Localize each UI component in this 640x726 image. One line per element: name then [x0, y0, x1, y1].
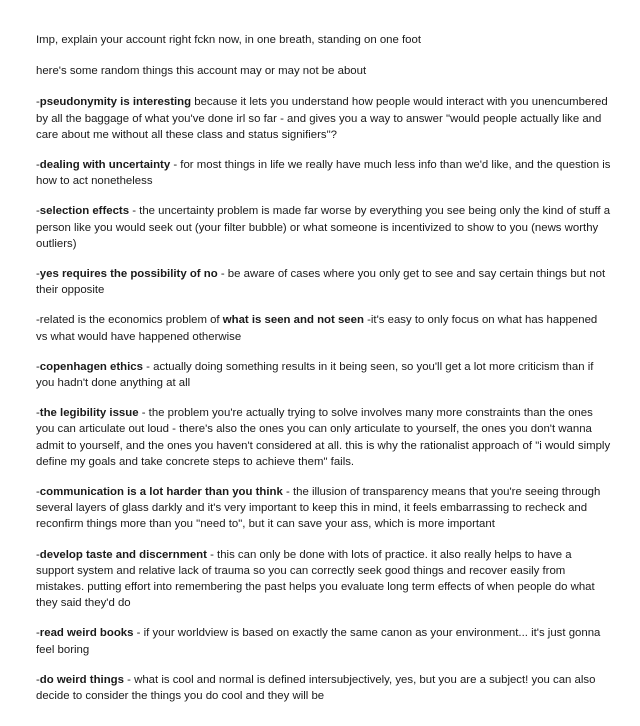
- item-text: - for most things in life we really have much less info than we'd like, and the question is how to act nonetheless: [36, 159, 611, 188]
- item-heading: pseudonymity is interesting: [39, 96, 192, 109]
- item-weird-things: [36, 672, 611, 704]
- item-text: - the problem you're actually trying to solve involves many more constraints than the ones you can articulate out loud - there's also the ones you can only articulate to yourself, the ones you don't wanna admit to yourself, and the ones you haven't considered at all. this is why the rationalist approach of "i would simply define my goals and take concrete steps to achieve them" fails.: [36, 407, 611, 468]
- item-prefix: -: [36, 673, 40, 686]
- item-uncertainty: [36, 157, 611, 189]
- item-text: - be aware of cases where you only get to see and say certain things but not their opposite: [36, 268, 606, 297]
- item-text: - the illusion of transparency means that you're seeing through several layers of glass darkly and it's very important to keep this in mind, it feels embarrassing to recheck and reconfirm things more than you "need to", but it can save your ass, which is more important: [36, 486, 601, 531]
- item-prefix: -related is the economics problem of: [36, 314, 223, 327]
- item-prefix: -: [36, 486, 40, 499]
- item-text: - actually doing something results in it being seen, so you'll get a lot more criticism than if you hadn't done anything at all: [36, 360, 594, 390]
- item-selection-effects: [36, 203, 611, 252]
- item-prefix: -: [36, 407, 40, 420]
- item-prefix: -: [36, 360, 40, 373]
- item-heading: yes requires the possibility of no: [39, 268, 218, 281]
- item-copenhagen-ethics: [36, 359, 611, 391]
- item-seen-not-seen: [36, 312, 611, 344]
- intro-statement: here's some random things this account may or may not be about: [36, 65, 367, 78]
- item-heading: do weird things: [39, 673, 124, 686]
- item-prefix: -: [36, 548, 40, 561]
- item-text: - the uncertainty problem is made far worse by everything you see being only the kind of stuff a person like you would seek out (your filter bubble) or what someone is incentivized to show to you (news worthy outliers): [36, 205, 611, 250]
- item-prefix: -: [36, 96, 40, 109]
- item-heading: communication is a lot harder than you think: [39, 486, 283, 499]
- item-heading: what is seen and not seen: [222, 314, 364, 327]
- item-heading: selection effects: [39, 205, 130, 218]
- item-prefix: -: [36, 205, 40, 218]
- document-body: [36, 32, 611, 718]
- item-text: because it lets you understand how people would interact with you unencumbered by all the baggage of what you've done irl so far - and gives you a way to answer "would people actually like and care about me without all these class and status signifiers"?: [36, 96, 608, 141]
- item-prefix: -: [36, 159, 40, 172]
- item-communication: [36, 484, 611, 533]
- item-text: - if your worldview is based on exactly the same canon as your environment... it's just gonna feel boring: [36, 627, 601, 656]
- item-heading: dealing with uncertainty: [39, 159, 171, 172]
- item-weird-books: [36, 625, 611, 657]
- item-pseudonymity: [36, 94, 611, 143]
- item-heading: read weird books: [39, 627, 134, 640]
- item-heading: the legibility issue: [39, 407, 139, 420]
- item-text: - this can only be done with lots of practice. it also really helps to have a support system and relative lack of trauma so you can correctly seek good things and recover easily from mistakes. putting effort into remembering the past helps you evaluate long term effects of when people do what they said they'd do: [36, 548, 595, 610]
- item-taste: [36, 547, 611, 612]
- item-text: -it's easy to only focus on what has happened vs what would have happened otherwise: [36, 314, 598, 343]
- item-prefix: -: [36, 268, 40, 281]
- item-heading: copenhagen ethics: [39, 360, 143, 373]
- item-legibility: [36, 405, 611, 470]
- intro-question: Imp, explain your account right fckn now, in one breath, standing on one foot: [36, 34, 421, 46]
- item-text: - what is cool and normal is defined intersubjectively, yes, but you are a subject! you can also decide to consider the things you do cool and they will be: [36, 673, 596, 703]
- item-yes-no: [36, 266, 611, 298]
- item-prefix: -: [36, 627, 40, 640]
- item-heading: develop taste and discernment: [39, 548, 207, 561]
